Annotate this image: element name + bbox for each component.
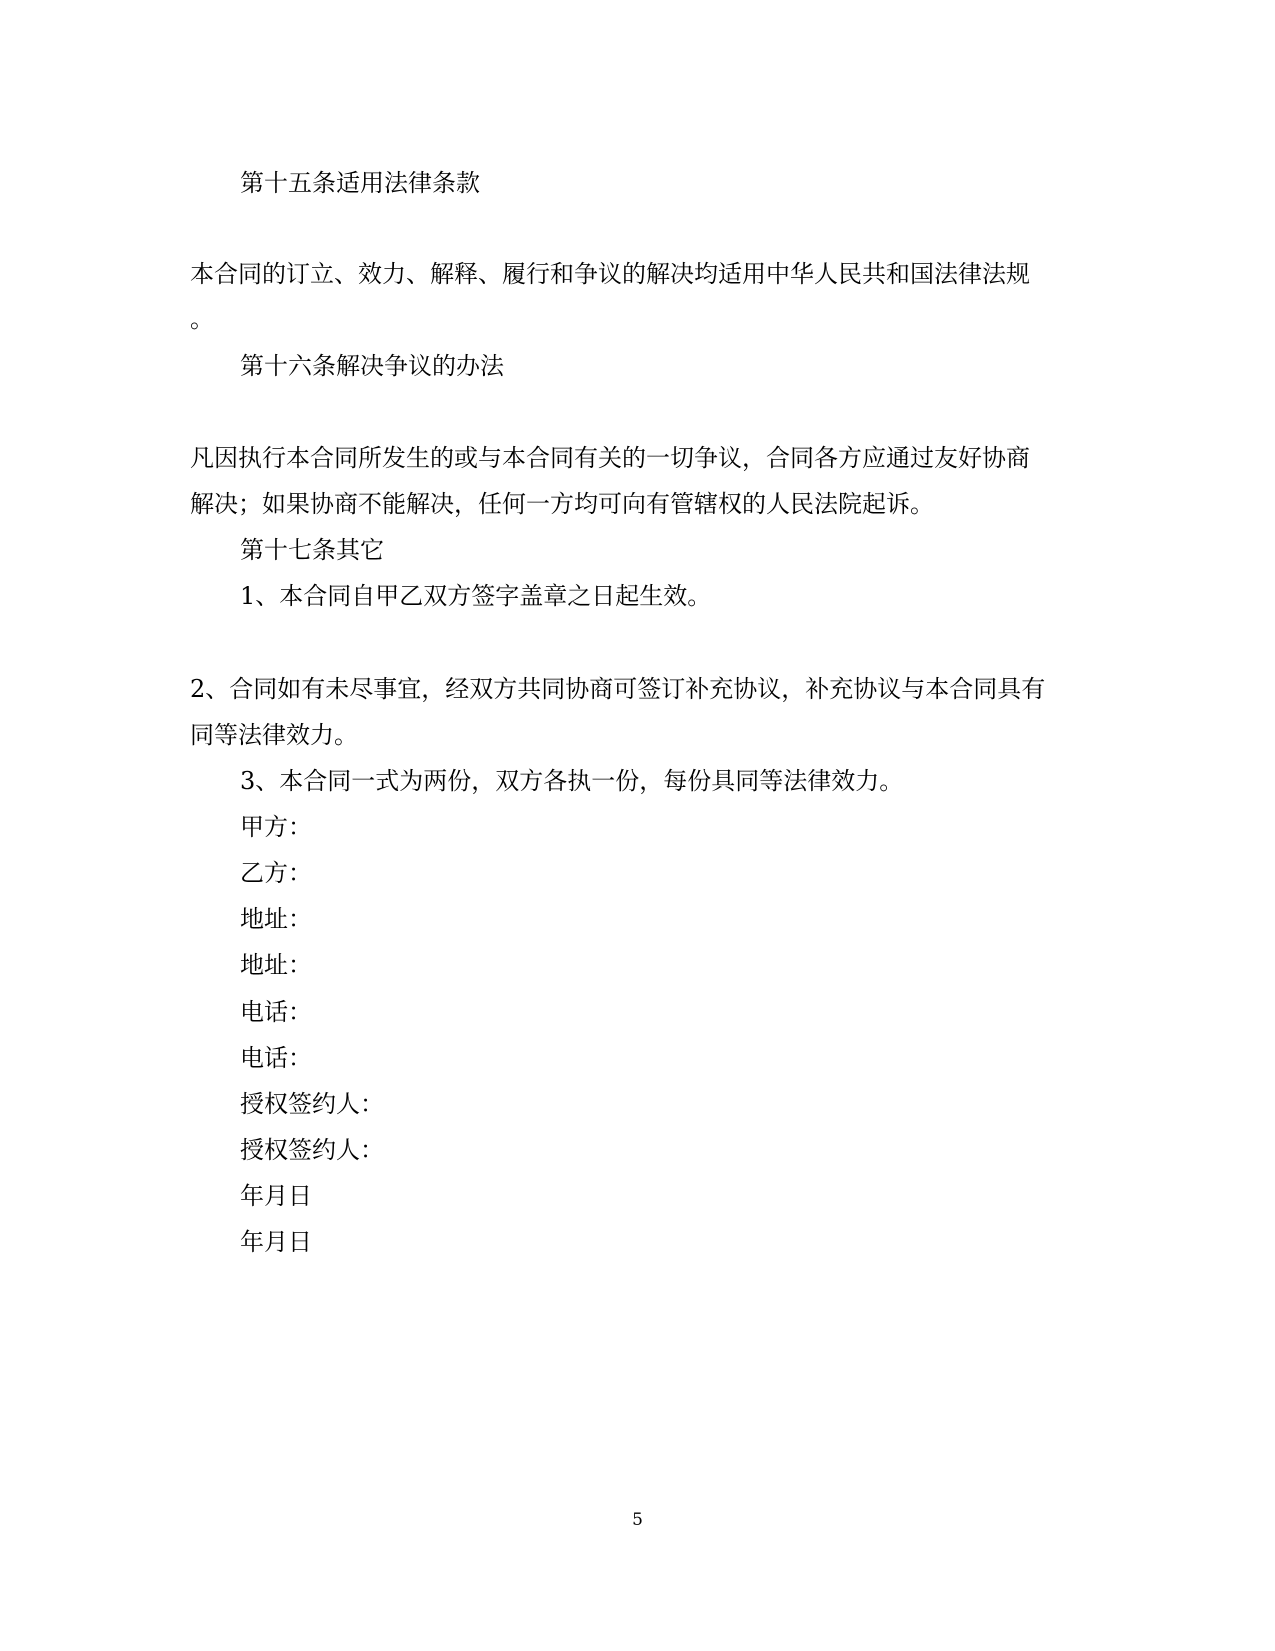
article-16-body-line-2: 解决；如果协商不能解决，任何一方均可向有管辖权的人民法院起诉。 xyxy=(190,490,934,518)
signature-phone-b: 电话： xyxy=(240,1044,312,1072)
article-17-item-1: 1、本合同自甲乙双方签字盖章之日起生效。 xyxy=(240,582,712,610)
article-16-heading: 第十六条解决争议的办法 xyxy=(240,352,504,380)
signature-date-a: 年月日 xyxy=(240,1182,312,1210)
signature-phone-a: 电话： xyxy=(240,998,312,1026)
page-number: 5 xyxy=(632,1510,643,1530)
signature-authorized-signer-a: 授权签约人： xyxy=(240,1090,384,1118)
signature-address-b: 地址： xyxy=(240,951,312,979)
article-16-body-line-1: 凡因执行本合同所发生的或与本合同有关的一切争议，合同各方应通过友好协商 xyxy=(190,444,1030,472)
article-17-item-2-line-2: 同等法律效力。 xyxy=(190,721,358,749)
article-15-heading: 第十五条适用法律条款 xyxy=(240,169,480,197)
signature-party-a: 甲方： xyxy=(240,813,312,841)
article-17-item-3: 3、本合同一式为两份，双方各执一份，每份具同等法律效力。 xyxy=(240,767,904,795)
signature-date-b: 年月日 xyxy=(240,1228,312,1256)
article-17-heading: 第十七条其它 xyxy=(240,536,384,564)
article-17-item-2-line-1: 2、合同如有未尽事宜，经双方共同协商可签订补充协议，补充协议与本合同具有 xyxy=(190,675,1046,703)
article-15-body-line-2: 。 xyxy=(190,305,214,333)
signature-party-b: 乙方： xyxy=(240,859,312,887)
article-15-body-line-1: 本合同的订立、效力、解释、履行和争议的解决均适用中华人民共和国法律法规 xyxy=(190,260,1030,288)
signature-authorized-signer-b: 授权签约人： xyxy=(240,1136,384,1164)
signature-address-a: 地址： xyxy=(240,905,312,933)
